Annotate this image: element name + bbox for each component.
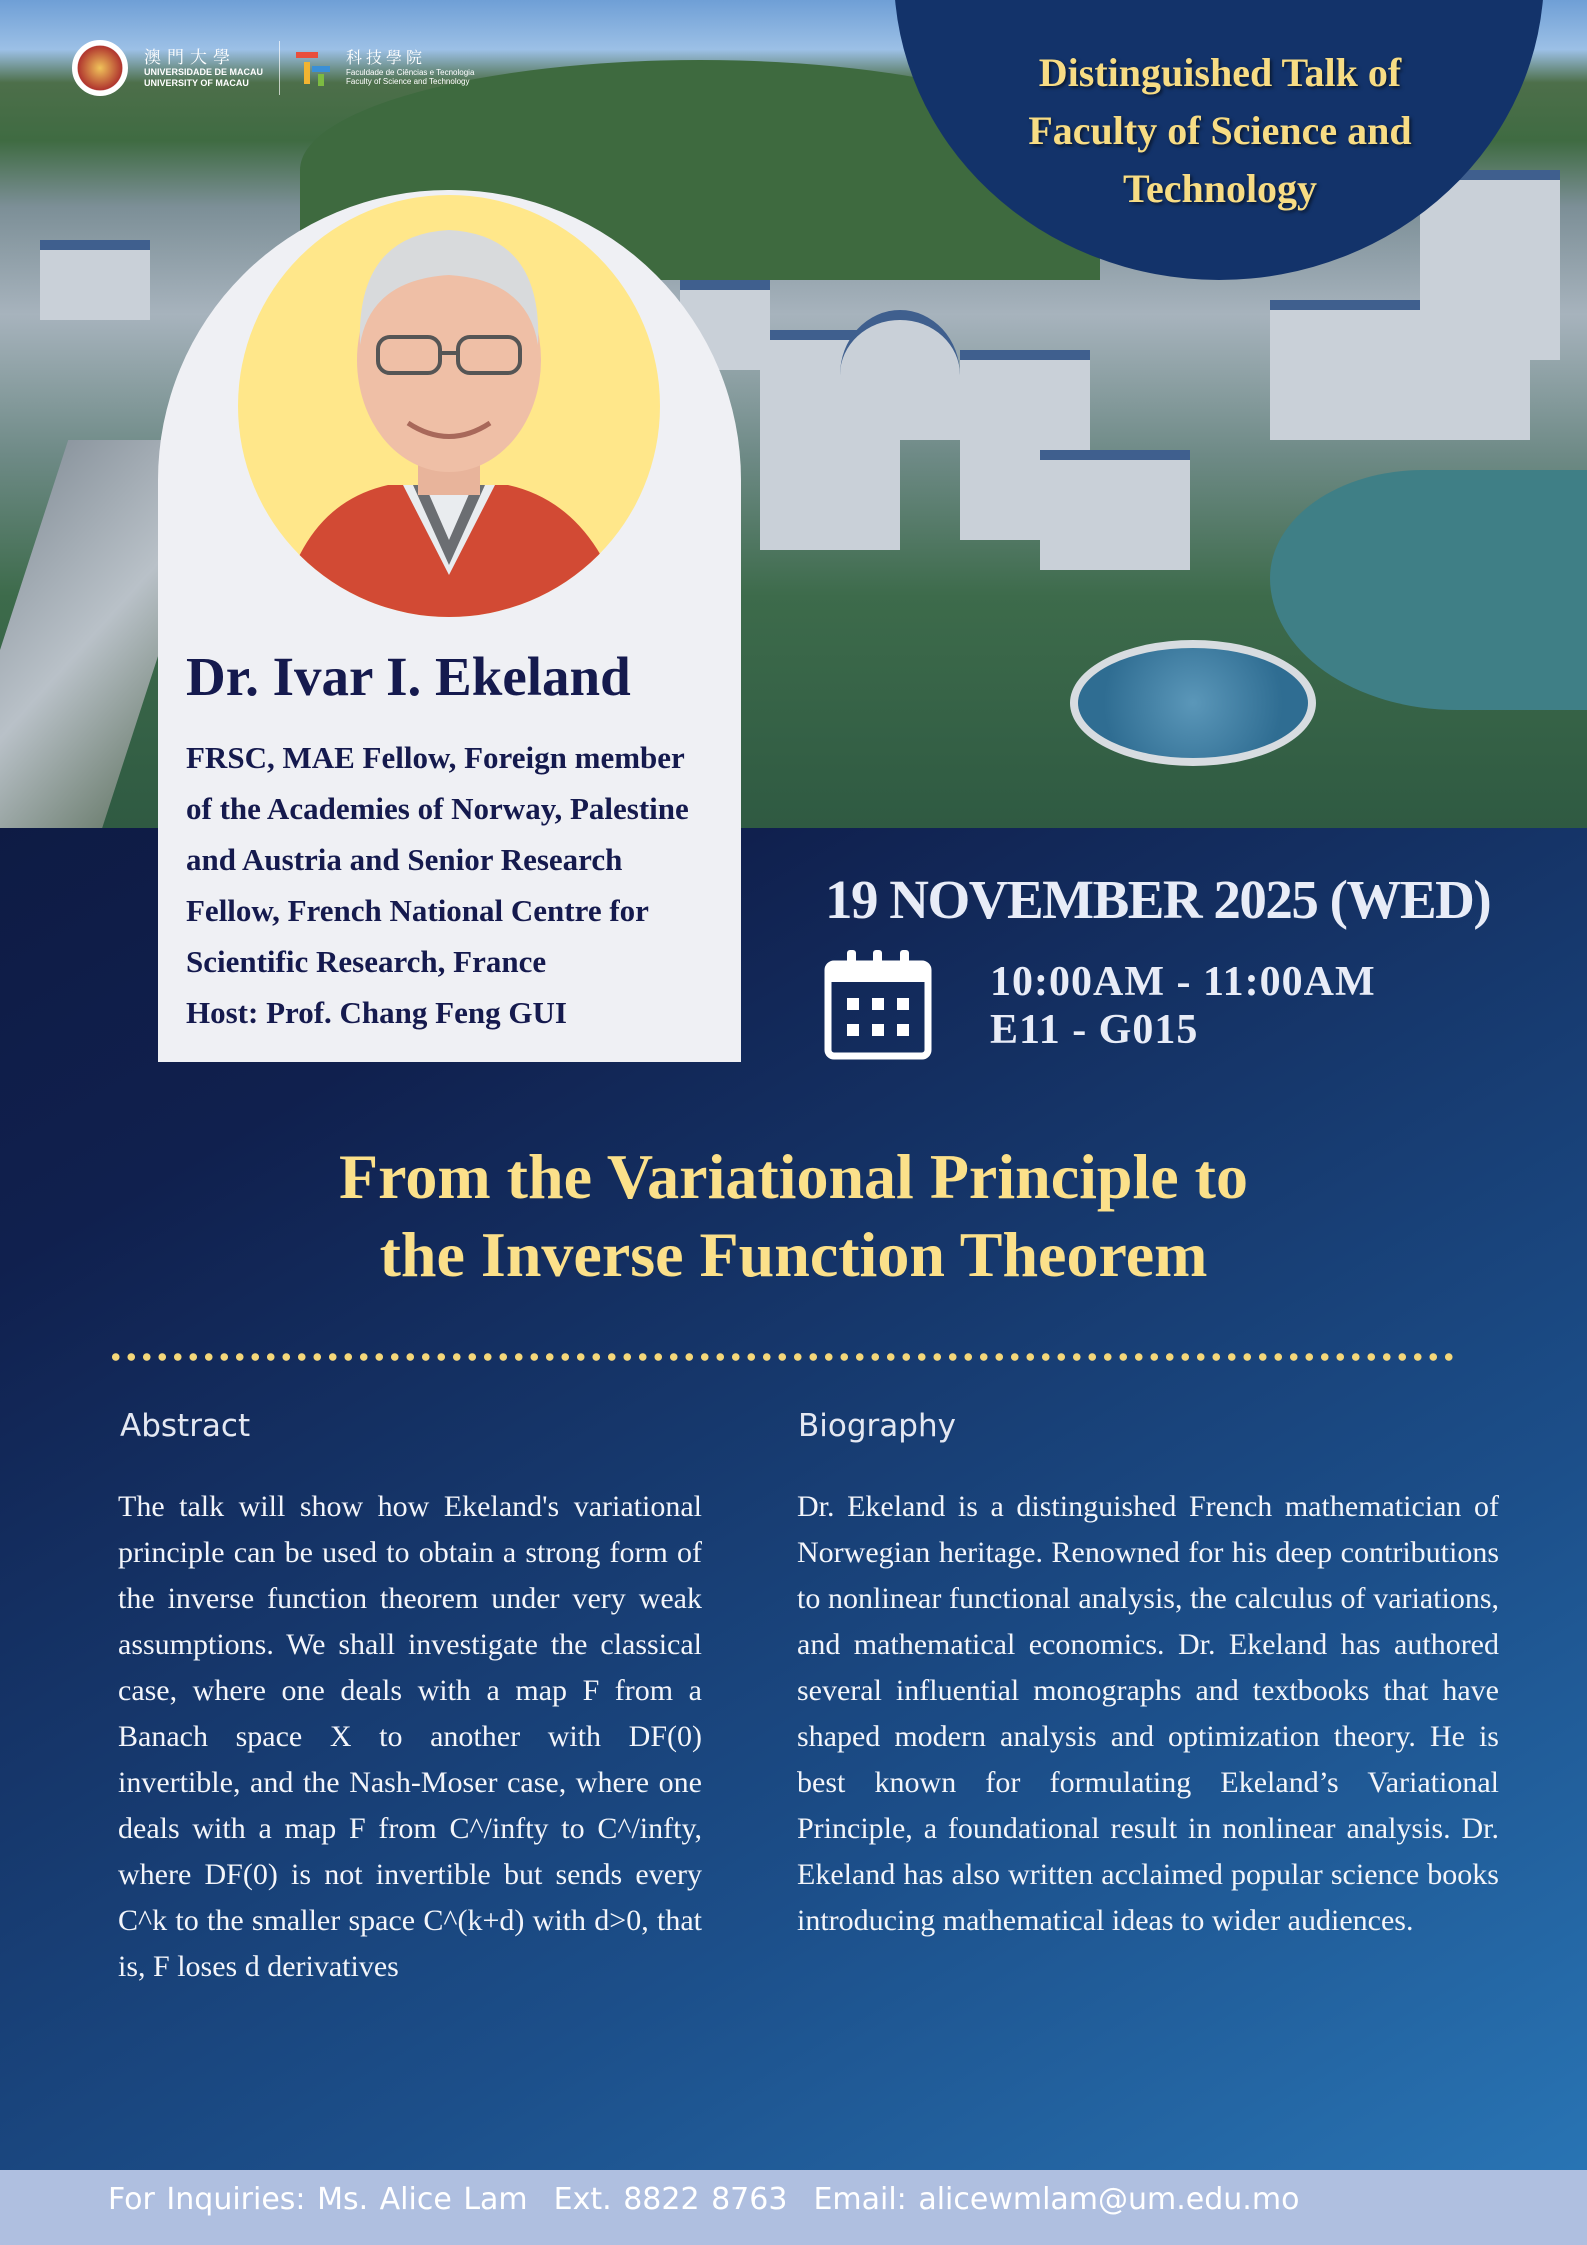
event-series-line: Technology: [1122, 166, 1318, 211]
faculty-name-cn: 科技學院: [346, 49, 427, 67]
talk-title-line: From the Variational Principle to: [339, 1141, 1248, 1212]
affiliation-line: and Austria and Senior Research: [186, 842, 623, 877]
event-series-title: [940, 44, 1500, 218]
footer-contact: [108, 2182, 1325, 2217]
biography-text: Dr. Ekeland is a distinguished French mathematician of Norwegian heritage. Renowned for his deep contributions to nonlinear functional analysis, the calculus of variations, and mathematical economics. Dr. Ekeland has authored several influential monographs and textbooks that have shaped modern analysis and optimization theory. He is best known for formulating Ekeland’s Variational Principle, a foundational result in nonlinear analysis. Dr. Ekeland has also written acclaimed popular science books introducing mathematical ideas to wider audiences.: [797, 1490, 1499, 1937]
abstract-text: The talk will show how Ekeland's variational principle can be used to obtain a strong form of the inverse function theorem under very weak assumptions. We shall investigate the classical case, where one deals with a map F from a Banach space X to another with DF(0) invertible, and the Nash-Moser case, where one deals with a map F from C^/infty to C^/infty, where DF(0) is not invertible but sends every C^k to the smaller space C^(k+d) with d>0, that is, F loses d derivatives: [118, 1490, 702, 1983]
university-name-pt: UNIVERSIDADE DE MACAU: [144, 67, 264, 78]
event-date: 19 NOVEMBER 2025 (WED): [825, 869, 1491, 930]
footer-email[interactable]: Email: alicewmlam@um.edu.mo: [813, 2182, 1300, 2217]
event-time: 10:00AM - 11:00AM: [990, 959, 1376, 1005]
calendar-icon: [823, 948, 933, 1060]
biography-heading: Biography: [798, 1408, 956, 1444]
faculty-wordmark: [346, 50, 474, 87]
talk-title-line: the Inverse Function Theorem: [379, 1219, 1208, 1290]
footer-inquiries: For Inquiries: Ms. Alice Lam: [108, 2182, 528, 2217]
speaker-name: Dr. Ivar I. Ekeland: [186, 646, 631, 707]
faculty-name-pt: Faculdade de Ciências e Tecnologia: [346, 68, 475, 77]
logo-bar: [72, 40, 474, 96]
faculty-name-en: Faculty of Science and Technology: [346, 77, 470, 87]
logo-divider: [279, 41, 280, 95]
affiliation-line: of the Academies of Norway, Palestine: [186, 791, 689, 826]
affiliation-line: Scientific Research, France: [186, 944, 547, 979]
speaker-portrait: [238, 195, 660, 617]
speaker-affiliation: [186, 732, 726, 1038]
abstract-heading: Abstract: [120, 1408, 251, 1444]
dotted-divider: [108, 1352, 1453, 1362]
footer-extension: Ext. 8822 8763: [553, 2182, 788, 2217]
affiliation-line: Fellow, French National Centre for: [186, 893, 649, 928]
event-series-line: Faculty of Science and: [1028, 108, 1412, 153]
affiliation-line: FRSC, MAE Fellow, Foreign member: [186, 740, 685, 775]
event-time-venue: [990, 958, 1376, 1054]
event-series-line: Distinguished Talk of: [1038, 50, 1402, 95]
event-venue: E11 - G015: [990, 1007, 1199, 1053]
faculty-logo-icon: [296, 48, 330, 88]
university-name-cn: 澳門大學: [144, 47, 236, 67]
university-seal-icon: [72, 40, 128, 96]
university-wordmark: [144, 48, 263, 88]
university-name-en: UNIVERSITY OF MACAU: [144, 77, 249, 88]
talk-title: [100, 1138, 1487, 1294]
host-line: Host: Prof. Chang Feng GUI: [186, 995, 567, 1030]
